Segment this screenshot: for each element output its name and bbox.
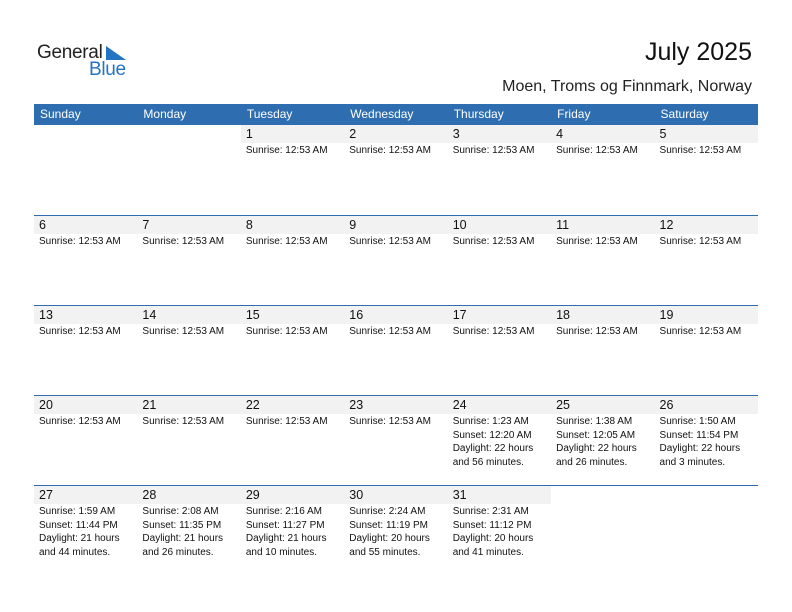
day-number: 16 [344, 306, 447, 324]
sun-info-line: Sunset: 11:12 PM [452, 519, 532, 531]
week-row [34, 125, 758, 215]
day-cell [655, 306, 758, 395]
sun-info [551, 143, 654, 158]
sun-info [655, 234, 758, 249]
day-number: 22 [241, 396, 344, 414]
sun-info [551, 324, 654, 339]
sun-info-line: Sunrise: 12:53 AM [452, 236, 535, 247]
day-cell [551, 486, 654, 575]
sun-info-line: Sunrise: 12:53 AM [659, 145, 742, 156]
weekday-thursday: Thursday [453, 107, 504, 121]
sun-info-line: Daylight: 21 hours [245, 533, 327, 544]
sun-info [344, 234, 447, 249]
sun-info [655, 143, 758, 158]
day-cell [241, 216, 344, 305]
location-subtitle: Moen, Troms og Finnmark, Norway [502, 78, 752, 95]
calendar-grid [34, 104, 758, 575]
sun-info-line: Daylight: 22 hours [556, 443, 637, 454]
sun-info-line: Sunset: 11:35 PM [142, 519, 222, 531]
sun-info-line: Sunrise: 12:53 AM [349, 326, 431, 337]
day-cell [137, 486, 240, 575]
day-cell [448, 216, 551, 305]
sun-info-line: Sunset: 12:20 AM [452, 429, 532, 441]
sun-info [137, 504, 240, 559]
day-number: 3 [448, 125, 551, 143]
day-number: 18 [551, 306, 654, 324]
week-row [34, 395, 758, 485]
day-cell [241, 486, 344, 575]
day-number: 2 [344, 125, 447, 143]
weekday-sunday: Sunday [40, 107, 81, 121]
day-cell [344, 486, 447, 575]
sun-info [241, 504, 344, 559]
day-cell [241, 306, 344, 395]
day-cell [241, 396, 344, 485]
sun-info-line: Sunset: 11:27 PM [245, 519, 325, 531]
day-cell [448, 396, 551, 485]
sun-info [241, 324, 344, 339]
sun-info-line: Sunrise: 2:31 AM [452, 506, 529, 517]
page-title: July 2025 [644, 38, 752, 66]
logo-text-general: General [37, 42, 103, 63]
sun-info-line: Sunrise: 2:16 AM [245, 506, 322, 517]
day-cell [137, 396, 240, 485]
sun-info [344, 504, 447, 559]
sun-info-line: Sunrise: 12:53 AM [349, 416, 431, 427]
sun-info [448, 143, 551, 158]
day-number: 7 [137, 216, 240, 234]
day-number: 26 [655, 396, 758, 414]
sun-info-line: Sunrise: 12:53 AM [659, 236, 742, 247]
sun-info-line: Sunrise: 1:59 AM [39, 506, 116, 517]
sun-info [344, 143, 447, 158]
day-cell [655, 396, 758, 485]
sun-info [137, 414, 240, 429]
day-number: 20 [34, 396, 137, 414]
day-number: 5 [655, 125, 758, 143]
day-cell [344, 306, 447, 395]
sun-info-line: Sunset: 11:19 PM [349, 519, 429, 531]
sun-info-line: Sunrise: 12:53 AM [349, 236, 431, 247]
day-number: 12 [655, 216, 758, 234]
sun-info [655, 414, 758, 469]
sun-info-line: Sunrise: 12:53 AM [556, 145, 638, 156]
week-row [34, 305, 758, 395]
day-number: 15 [241, 306, 344, 324]
sun-info-line: Sunrise: 1:50 AM [659, 416, 736, 427]
day-number: 19 [655, 306, 758, 324]
sun-info [34, 324, 137, 339]
day-number: 28 [137, 486, 240, 504]
week-row [34, 485, 758, 575]
day-number: 29 [241, 486, 344, 504]
sun-info-line: and 55 minutes. [349, 546, 421, 558]
sun-info-line: and 44 minutes. [39, 546, 111, 558]
sun-info-line: and 56 minutes. [452, 456, 524, 468]
sun-info [241, 414, 344, 429]
weekday-monday: Monday [143, 107, 187, 121]
day-cell [655, 486, 758, 575]
sun-info [448, 324, 551, 339]
sun-info-line: Sunrise: 12:53 AM [142, 236, 225, 247]
logo [37, 42, 137, 82]
day-number: 14 [137, 306, 240, 324]
day-number: 4 [551, 125, 654, 143]
sun-info-line: Sunrise: 1:38 AM [556, 416, 633, 427]
sun-info [448, 234, 551, 249]
sun-info-line: Daylight: 22 hours [659, 443, 741, 454]
sun-info [551, 234, 654, 249]
day-cell [34, 486, 137, 575]
week-row [34, 215, 758, 305]
sun-info-line: and 41 minutes. [452, 546, 524, 558]
sun-info-line: Sunrise: 12:53 AM [142, 416, 225, 427]
sun-info-line: Daylight: 22 hours [452, 443, 534, 454]
day-cell [551, 396, 654, 485]
sun-info [241, 143, 344, 158]
day-number: 1 [241, 125, 344, 143]
day-number: 21 [137, 396, 240, 414]
sun-info [137, 324, 240, 339]
day-cell [137, 306, 240, 395]
weekday-saturday: Saturday [660, 107, 709, 121]
day-cell [241, 125, 344, 215]
day-number: 13 [34, 306, 137, 324]
day-number: 27 [34, 486, 137, 504]
day-cell [448, 486, 551, 575]
weekday-header [34, 104, 758, 125]
sun-info-line: Sunrise: 2:08 AM [142, 506, 219, 517]
day-number: 30 [344, 486, 447, 504]
day-cell [448, 306, 551, 395]
sun-info [34, 504, 137, 559]
sun-info-line: Sunrise: 12:53 AM [39, 236, 121, 247]
sun-info-line: Sunset: 12:05 AM [556, 429, 636, 441]
day-number: 9 [344, 216, 447, 234]
sun-info [34, 414, 137, 429]
day-cell [551, 306, 654, 395]
sun-info-line: Sunset: 11:44 PM [39, 519, 118, 531]
sun-info-line: and 10 minutes. [245, 546, 318, 558]
sun-info-line: Sunrise: 12:53 AM [39, 326, 121, 337]
weekday-wednesday: Wednesday [350, 107, 414, 121]
sun-info-line: Daylight: 21 hours [39, 533, 120, 544]
sun-info [448, 504, 551, 559]
day-cell [137, 216, 240, 305]
sun-info-line: Daylight: 20 hours [349, 533, 430, 544]
sun-info-line: and 3 minutes. [659, 456, 726, 468]
sun-info-line: Sunrise: 12:53 AM [659, 326, 742, 337]
day-cell [34, 216, 137, 305]
sun-info-line: Daylight: 20 hours [452, 533, 534, 544]
logo-triangle-icon [106, 46, 126, 60]
sun-info-line: Sunrise: 2:24 AM [349, 506, 426, 517]
sun-info-line: Sunrise: 12:53 AM [142, 326, 225, 337]
sun-info-line: Sunrise: 12:53 AM [245, 236, 328, 247]
sun-info [137, 234, 240, 249]
sun-info [655, 324, 758, 339]
day-cell [344, 216, 447, 305]
sun-info-line: Sunrise: 12:53 AM [452, 326, 535, 337]
sun-info-line: Sunrise: 12:53 AM [556, 236, 638, 247]
weekday-tuesday: Tuesday [246, 107, 293, 121]
day-number: 25 [551, 396, 654, 414]
sun-info-line: and 26 minutes. [556, 456, 628, 468]
day-cell [551, 125, 654, 215]
sun-info-line: Sunrise: 12:53 AM [39, 416, 121, 427]
day-number: 10 [448, 216, 551, 234]
day-cell [34, 125, 137, 215]
day-number: 31 [448, 486, 551, 504]
day-number: 24 [448, 396, 551, 414]
sun-info [448, 414, 551, 469]
weekday-friday: Friday [557, 107, 591, 121]
sun-info-line: Sunrise: 12:53 AM [556, 326, 638, 337]
day-cell [655, 125, 758, 215]
sun-info-line: Sunrise: 12:53 AM [349, 145, 431, 156]
day-number: 11 [551, 216, 654, 234]
day-number: 6 [34, 216, 137, 234]
weeks-container [34, 125, 758, 575]
sun-info-line: Sunrise: 1:23 AM [452, 416, 529, 427]
sun-info-line: Sunrise: 12:53 AM [245, 145, 328, 156]
day-cell [344, 125, 447, 215]
day-cell [448, 125, 551, 215]
day-cell [344, 396, 447, 485]
day-number: 17 [448, 306, 551, 324]
sun-info [344, 414, 447, 429]
day-cell [655, 216, 758, 305]
sun-info [344, 324, 447, 339]
sun-info-line: and 26 minutes. [142, 546, 214, 558]
sun-info-line: Sunrise: 12:53 AM [245, 326, 328, 337]
day-cell [34, 306, 137, 395]
day-number: 23 [344, 396, 447, 414]
day-number: 8 [241, 216, 344, 234]
sun-info [241, 234, 344, 249]
sun-info-line: Sunset: 11:54 PM [659, 429, 739, 441]
sun-info [551, 414, 654, 469]
day-cell [137, 125, 240, 215]
sun-info-line: Daylight: 21 hours [142, 533, 224, 544]
day-cell [34, 396, 137, 485]
logo-text-blue: Blue [89, 59, 126, 80]
day-cell [551, 216, 654, 305]
sun-info-line: Sunrise: 12:53 AM [452, 145, 535, 156]
sun-info-line: Sunrise: 12:53 AM [245, 416, 328, 427]
sun-info [34, 234, 137, 249]
